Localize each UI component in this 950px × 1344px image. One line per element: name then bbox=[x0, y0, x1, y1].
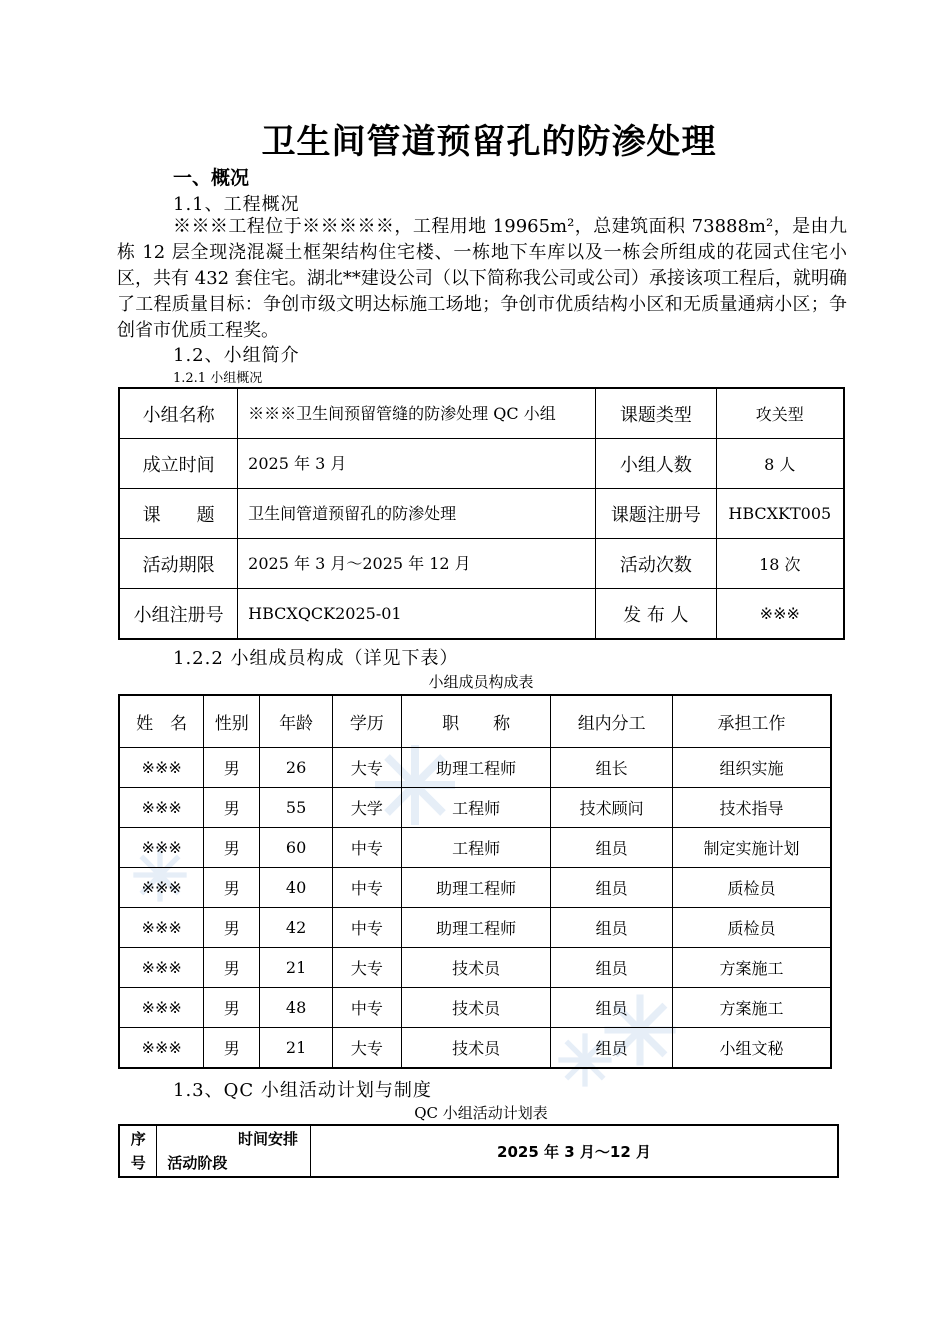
member-name: ※※※ bbox=[119, 1028, 204, 1069]
member-age: 40 bbox=[260, 868, 333, 908]
publisher-label: 发 布 人 bbox=[596, 589, 716, 640]
member-education: 大学 bbox=[332, 788, 401, 828]
member-age: 60 bbox=[260, 828, 333, 868]
member-name: ※※※ bbox=[119, 748, 204, 788]
table-row bbox=[119, 589, 844, 640]
publisher-value: ※※※ bbox=[716, 589, 844, 640]
activity-count-value: 18 次 bbox=[716, 539, 844, 589]
member-gender: 男 bbox=[204, 828, 260, 868]
member-age: 42 bbox=[260, 908, 333, 948]
member-title: 工程师 bbox=[401, 828, 551, 868]
table-row bbox=[119, 788, 831, 828]
table-header-row bbox=[119, 1125, 838, 1177]
topic-reg-value: HBCXKT005 bbox=[716, 489, 844, 539]
table-row bbox=[119, 489, 844, 539]
column-header: 组内分工 bbox=[551, 695, 673, 748]
member-duty: 制定实施计划 bbox=[672, 828, 831, 868]
table-row bbox=[119, 908, 831, 948]
period-value: 2025 年 3 月～2025 年 12 月 bbox=[238, 539, 596, 589]
member-duty: 技术指导 bbox=[672, 788, 831, 828]
member-age: 21 bbox=[260, 1028, 333, 1069]
period-header: 2025 年 3 月～12 月 bbox=[311, 1125, 838, 1177]
member-duty: 质检员 bbox=[672, 908, 831, 948]
member-education: 大专 bbox=[332, 1028, 401, 1069]
member-title: 工程师 bbox=[401, 788, 551, 828]
member-gender: 男 bbox=[204, 1028, 260, 1069]
member-title: 助理工程师 bbox=[401, 868, 551, 908]
plan-table bbox=[118, 1124, 839, 1178]
group-reg-label: 小组注册号 bbox=[119, 589, 238, 640]
member-name: ※※※ bbox=[119, 908, 204, 948]
member-gender: 男 bbox=[204, 988, 260, 1028]
member-title: 技术员 bbox=[401, 948, 551, 988]
member-education: 中专 bbox=[332, 868, 401, 908]
founded-label: 成立时间 bbox=[119, 439, 238, 489]
member-name: ※※※ bbox=[119, 948, 204, 988]
stage-header: 活动阶段 bbox=[167, 1154, 228, 1172]
member-education: 大专 bbox=[332, 948, 401, 988]
member-duty: 方案施工 bbox=[672, 988, 831, 1028]
member-gender: 男 bbox=[204, 948, 260, 988]
member-role: 组员 bbox=[551, 868, 673, 908]
section-heading-overview: 一、概况 bbox=[173, 167, 250, 189]
time-header: 时间安排 bbox=[238, 1130, 299, 1148]
member-education: 中专 bbox=[332, 908, 401, 948]
members-table bbox=[118, 694, 832, 1069]
table-row bbox=[119, 828, 831, 868]
group-overview-table bbox=[118, 387, 845, 640]
period-label: 活动期限 bbox=[119, 539, 238, 589]
table-row bbox=[119, 388, 844, 439]
member-role: 技术顾问 bbox=[551, 788, 673, 828]
activity-count-label: 活动次数 bbox=[596, 539, 716, 589]
project-overview-paragraph: ※※※工程位于※※※※※，工程用地 19965m²，总建筑面积 73888m²，是由九栋 12 层全现浇混凝土框架结构住宅楼、一栋地下车库以及一栋会所组成的花园式住宅小区，共有 432 套住宅。湖北**建设公司（以下简称我公司或公司）承接该项工程后，就明确了工程质量目标：争创市级文明达标施工场地；争创市优质结构小区和无质量通病小区；争创省市优质工程奖。 bbox=[117, 216, 847, 341]
topic-reg-label: 课题注册号 bbox=[596, 489, 716, 539]
subsection-heading-plan: 1.3、QC 小组活动计划与制度 bbox=[173, 1080, 432, 1101]
member-role: 组员 bbox=[551, 1028, 673, 1069]
column-header: 职 称 bbox=[401, 695, 551, 748]
topic-type-label: 课题类型 bbox=[596, 388, 716, 439]
table-row bbox=[119, 439, 844, 489]
member-duty: 方案施工 bbox=[672, 948, 831, 988]
member-name: ※※※ bbox=[119, 788, 204, 828]
member-age: 26 bbox=[260, 748, 333, 788]
member-gender: 男 bbox=[204, 748, 260, 788]
member-name: ※※※ bbox=[119, 868, 204, 908]
member-title: 技术员 bbox=[401, 1028, 551, 1069]
member-title: 助理工程师 bbox=[401, 908, 551, 948]
seq-header-bottom: 号 bbox=[130, 1154, 146, 1172]
member-duty: 质检员 bbox=[672, 868, 831, 908]
member-education: 大专 bbox=[332, 748, 401, 788]
column-header: 承担工作 bbox=[672, 695, 831, 748]
table-row bbox=[119, 539, 844, 589]
table-row bbox=[119, 868, 831, 908]
plan-table-caption: QC 小组活动计划表 bbox=[414, 1104, 548, 1122]
member-education: 中专 bbox=[332, 828, 401, 868]
member-duty: 组织实施 bbox=[672, 748, 831, 788]
member-name: ※※※ bbox=[119, 988, 204, 1028]
table-row bbox=[119, 948, 831, 988]
subsection-heading-group-overview: 1.2.1 小组概况 bbox=[173, 371, 263, 386]
seq-header bbox=[119, 1125, 157, 1177]
member-education: 中专 bbox=[332, 988, 401, 1028]
member-age: 55 bbox=[260, 788, 333, 828]
group-name-label: 小组名称 bbox=[119, 388, 238, 439]
member-role: 组员 bbox=[551, 988, 673, 1028]
member-count-value: 8 人 bbox=[716, 439, 844, 489]
member-duty: 小组文秘 bbox=[672, 1028, 831, 1069]
members-table-caption: 小组成员构成表 bbox=[428, 673, 534, 691]
member-count-label: 小组人数 bbox=[596, 439, 716, 489]
topic-label: 课 题 bbox=[119, 489, 238, 539]
member-gender: 男 bbox=[204, 788, 260, 828]
topic-type-value: 攻关型 bbox=[716, 388, 844, 439]
column-header: 年龄 bbox=[260, 695, 333, 748]
founded-value: 2025 年 3 月 bbox=[238, 439, 596, 489]
table-row bbox=[119, 748, 831, 788]
column-header: 性别 bbox=[204, 695, 260, 748]
page-title: 卫生间管道预留孔的防渗处理 bbox=[261, 122, 717, 162]
member-role: 组长 bbox=[551, 748, 673, 788]
group-name-value: ※※※卫生间预留管缝的防渗处理 QC 小组 bbox=[238, 388, 596, 439]
group-reg-value: HBCXQCK2025-01 bbox=[238, 589, 596, 640]
member-role: 组员 bbox=[551, 948, 673, 988]
seq-header-top: 序 bbox=[130, 1130, 146, 1148]
subsection-heading-members: 1.2.2 小组成员构成（详见下表） bbox=[173, 648, 459, 669]
table-row bbox=[119, 1028, 831, 1069]
topic-value: 卫生间管道预留孔的防渗处理 bbox=[238, 489, 596, 539]
member-gender: 男 bbox=[204, 868, 260, 908]
table-row bbox=[119, 988, 831, 1028]
diagonal-header bbox=[157, 1125, 311, 1177]
table-header-row bbox=[119, 695, 831, 748]
subsection-heading-group: 1.2、小组简介 bbox=[173, 345, 300, 366]
member-name: ※※※ bbox=[119, 828, 204, 868]
member-age: 48 bbox=[260, 988, 333, 1028]
member-gender: 男 bbox=[204, 908, 260, 948]
member-role: 组员 bbox=[551, 828, 673, 868]
member-age: 21 bbox=[260, 948, 333, 988]
member-role: 组员 bbox=[551, 908, 673, 948]
subsection-heading-project: 1.1、工程概况 bbox=[173, 194, 300, 215]
column-header: 姓 名 bbox=[119, 695, 204, 748]
member-title: 技术员 bbox=[401, 988, 551, 1028]
member-title: 助理工程师 bbox=[401, 748, 551, 788]
column-header: 学历 bbox=[332, 695, 401, 748]
